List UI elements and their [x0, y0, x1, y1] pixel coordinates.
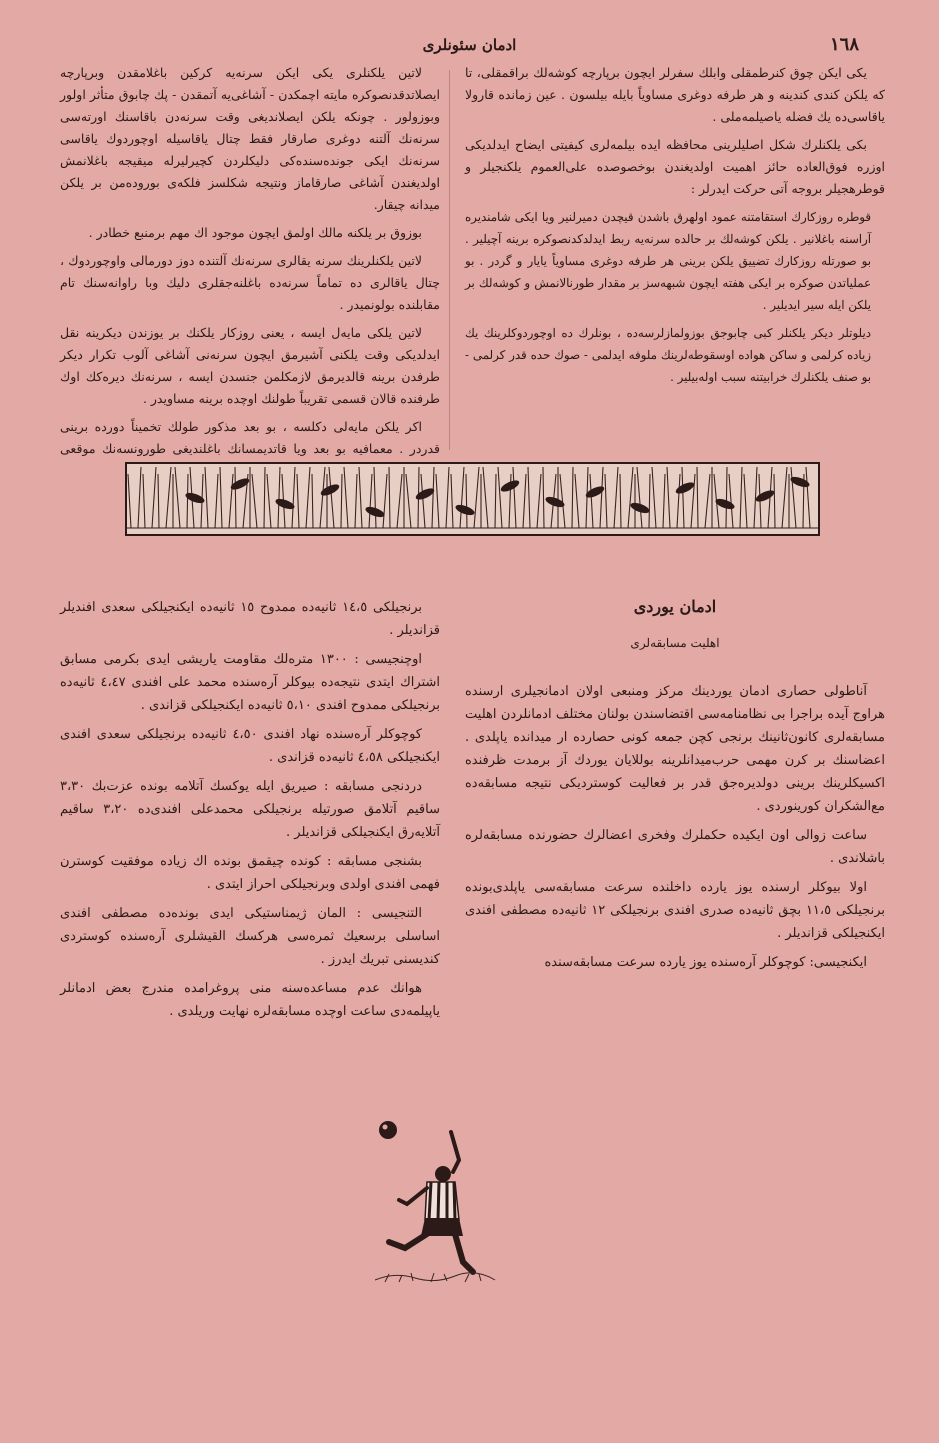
bottom-right-column	[465, 680, 885, 1080]
paragraph: دیلوتلر دیکر یلکنلر کبی چابوجق بوزولمازلرسه‌ده ، بونلرك ده اوچوردو‌کلرینك یك زیاده کرلمی و ساکن هواده اوسقوطه‌لرینك ملوفه ایدلمی - صوك حده قدر کرلمی - بو صنف یلکنلرك خرابیتنه سبب اوله‌بیلیر .	[465, 326, 871, 384]
paragraph: کوچوکلر آره‌سنده نهاد افندی ٤،٥٠ ثانیه‌ده برنجیلکی سعدی افندی ایکنجیلکی ٤،٥٨ ثانیه‌ده قزاندی .	[60, 727, 440, 765]
section-subtitle: اهليت مسابقه‌لری	[630, 636, 720, 650]
paragraph: یکی ایکن چوق کنرطمقلی وابلك سفرلر ایچون برپارچه کوشه‌لك براقمقلی، تا که یلکن کندی کندینه و هر طرفه دوغری مساوياً بايله بیلسون . عین زمانده قارولا یاقاسی‌ده یك فضله یاصیلمه‌ملی .	[465, 65, 885, 124]
paragraph: ایکنجیسی: کوچوکلر آره‌سنده یوز یارده سرعت مسابقه‌سنده	[544, 955, 867, 970]
football-player-icon	[355, 1112, 505, 1287]
paragraph: ساعت زوالی اون ایکیده حکملرك وفخری اعضالرك حضورنده مسابقه‌لره باشلاندی .	[465, 828, 885, 866]
paragraph: دردنجی مسابقه : صیریق ایله یوکسك آتلامه بونده عزت‌بك ٣،٣٠ ساقیم آتلامق صورتیله برنجیلکی محمدعلی افندی‌ده ٣،٢٠ ساقیم آتلایه‌رق ایکنجیلکی قزاندیلر .	[60, 779, 441, 840]
top-left-column	[60, 62, 440, 456]
reeds-birds-illustration-icon	[125, 462, 820, 536]
paragraph: بشنجی مسابقه : کونده چیقمق بونده اك زیاده موفقیت کوسترن فهمی افندی اولدی وبرنجیلکی احراز ایتدی .	[60, 854, 440, 892]
paragraph: اولا بیوکلر ارسنده یوز یارده داخلنده سرعت مسابقه‌سی یاپلدی‌بونده برنجیلکی ١١،٥ بچق ثانیه‌ده صدری افندی برنجیلکی ١٢ ثانیه‌ده مصطفی افندی ایکنجیلکی قزاندیلر .	[465, 880, 885, 941]
paragraph: برنجیلکی ١٤،٥ ثانیه‌ده ممدوح ١٥ ثانیه‌ده ایکنجیلکی سعدی افندیلر قزاندیلر .	[60, 600, 440, 638]
paragraph: بکی یلکنلرك شکل اصليلرینی محافظه ایده بیلمه‌لری کیفیتی ایضاح ایدلدیکی اوزره فوق‌العاده حائز اهمیت اولدیغندن بوخصوصده علی‌العموم یلکنجیلر و قوطرهجیلر بروجه آتی حرکت ایدرلر :	[465, 137, 885, 196]
page-title: ادمان سئونلری	[422, 36, 517, 54]
paragraph: لاتین یلکی مایه‌ل ایسه ، یعنی روزکار یلکنك بر یوزندن دیکرینه نقل ایدلدیکی وقت یلکنی آشیرمق ایچون سرنه‌نی آشاغی آلوب تکرار دیکر طرفدن برینه قالدیرمق لازمکلمن جنسدن ایسه ، سرنه‌نك دیره‌کك اوك طرفنده قالان قسمی تقریباً طولنك اوچده برینه مساویدر .	[60, 325, 440, 406]
paragraph: آناطولی حصاری ادمان یوردینك مرکز ومنبعی اولان ادمانجیلری ارسنده هراوج آیده براجرا بی نظامنامه‌سی اقتضاسندن بولنان مختلف ادمانلردن اهليت مسابقه‌لری کانون‌ثانینك برنجی کچن جمعه کونی حصارده ار میدانده یاپلدی . اعضاسنك بر کرن مهمی حرب‌میدانلرینه بوللایان یوردك آز برمدت ظرفنده اکسیکلرینك برینی دولدیره‌جق قدر بر فعالیت کوستردیکی نتیجه مسابقه‌ده مع‌الشکران کورینوردی .	[465, 684, 885, 814]
section-title: ادمان یوردی	[633, 597, 717, 616]
top-right-column	[465, 62, 885, 452]
paragraph: لاتین یلکنلرینك سرنه یقالری سرنه‌نك آلتنده دوز دورمالی واوچوردو‌ك ، چتال یاقالری ده تماماً سرنه‌ده باغلنه‌جقلری دلیك وبا راوانه‌سنك تام مقابلنده بولونمیدر .	[60, 253, 440, 312]
paragraph: اکر یلکن مایه‌لی دکلسه ، بو بعد مذکور طولك تخمیناً دورده برینی قدردر . معمافیه بو بعد ویا قاتدیمسانك باغلندیغی طورونسه‌نك موقعی	[60, 419, 440, 456]
column-divider	[449, 70, 450, 450]
paragraph: التنجیسی : المان ژیمناستیکی ایدی بونده‌ده مصطفی افندی اساسلی برسعیك ثمره‌سی هرکسك القیشلری آره‌سنده کوستردی کندیسنی تبریك ایدرز .	[60, 906, 440, 967]
page-number: ١٦٨	[829, 34, 859, 55]
paragraph: لاتین یلکنلری یکی ایکن سرنه‌یه کرکین باغلامقدن وبرپارچه ایصلاتدقدنصوکره مایته اچمکدن - آشاغی‌یه آتمقدن - پك چابوق متأثر اولور وبوزولور . چونکه یلکن ایصلاندیغی وقت سرنه‌دن باقاسنك اورته‌سی سرنه‌نك آلتنه دوغری صارقار فقط چتال یاقاسیله اوچوردو‌ك یاقاسی سرنه‌نك ایکی جونده‌سنده‌کی دلیکلردن کچیرلیرله میقیجه باغلانمش اولدیغندن آشاغی صارقاماز ونتیجه شکلسز فلکه‌ی بوروده‌من بر یلکن میدانه چیقار.	[60, 65, 440, 212]
paragraph: هوانك عدم مساعده‌سنه منی پروغرامده مندرج بعض ادمانلر یاپیلمه‌دی ساعت اوچده مسابقه‌لره نهایت وریلدی .	[60, 981, 440, 1019]
bottom-left-column	[60, 596, 440, 1116]
paragraph: قوطره روزکارك استقامتنه عمود اولهرق باشدن قیچدن دمیرلنیر ویا ایکی شامندیره آراسنه باغلانیر . یلکن کوشه‌لك بر حالده سرنه‌یه ربط ایدلدکدنصوکره برینه آچیلیر . بو صورتله روزکارك تضییق یلکن برینی هر طرفه دوغری مساوياً یایار و گردر . بو عملیاتدن صوکره بر ایکی هفته ایچون شبهه‌سز بر مقدار طورنالانمش و کوشه‌لك بر یلکن ایله سیر ایدیلیر .	[465, 210, 871, 312]
page-header	[60, 32, 879, 60]
paragraph: بوزوق بر یلکنه مالك اولمق ایچون موجود اك مهم برمنبع خطادر .	[88, 225, 422, 240]
paragraph: اوچنجیسی : ١٣٠٠ مترەلك مقاومت یاریشی ایدی بکرمی مسابق اشتراك ایتدی نتیجه‌ده بیوکلر آره‌سنده محمد علی افندی ٤،٤٧ ثانیه‌ده برنجیلکی ممدوح افندی ٥،١٠ ثانیه‌ده ایکنجیلکی قزاندی .	[60, 652, 440, 713]
